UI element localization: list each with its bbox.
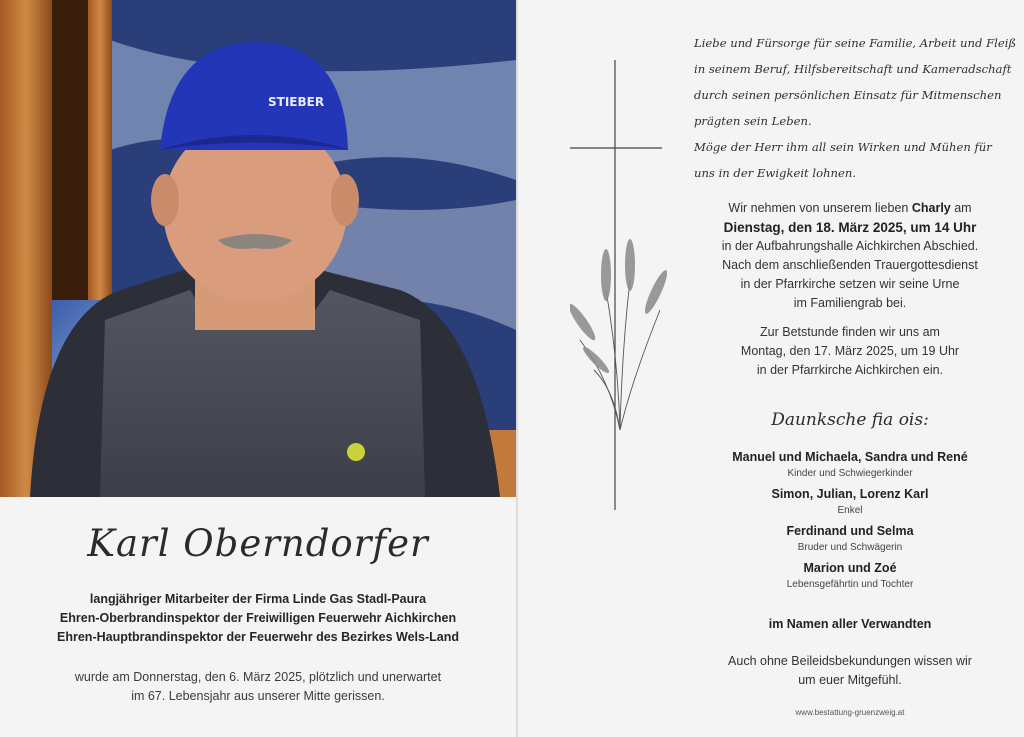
funeral-announcement [690, 199, 1010, 313]
family-relation: Bruder und Schwägerin [797, 542, 903, 553]
portrait-photo [0, 0, 516, 497]
family-entry [690, 523, 1010, 555]
family-entry [690, 449, 1010, 481]
family-relation: Kinder und Schwiegerkinder [787, 468, 913, 479]
poem-line: Möge der Herr ihm all sein Wirken und Mühen für [694, 140, 992, 154]
family-list [690, 449, 1010, 597]
poem-line: prägten sein Leben. [694, 114, 812, 128]
announce-line: in der Pfarrkirche setzen wir seine Urne [740, 277, 960, 291]
role-line: langjähriger Mitarbeiter der Firma Linde Gas Stadl-Paura [89, 592, 427, 606]
family-entry [690, 486, 1010, 518]
poem-line: Liebe und Fürsorge für seine Familie, Arbeit und Fleiß [694, 36, 1017, 50]
poem-line: durch seinen persönlichen Einsatz für Mitmenschen [694, 88, 1002, 102]
role-line: Ehren-Hauptbrandinspektor der Feuerwehr des Bezirkes Wels-Land [57, 630, 459, 644]
roles-list [0, 590, 516, 647]
family-relation: Lebensgefährtin und Tochter [786, 579, 914, 590]
poem-line: in seinem Beruf, Hilfsbereitschaft und Kameradschaft [694, 62, 1012, 76]
announce-line: Nach dem anschließenden Trauergottesdienst [722, 258, 978, 272]
thanks-title: Daunksche fia ois: [771, 410, 929, 430]
death-line: im 67. Lebensjahr aus unserer Mitte gerissen. [131, 689, 385, 703]
cap-logo-text: STIEBER [268, 95, 325, 109]
closing-line: um euer Mitgefühl. [798, 673, 902, 687]
all-relatives: im Namen aller Verwandten [768, 617, 932, 631]
prayer-line: in der Pfarrkirche Aichkirchen ein. [756, 363, 944, 377]
announce-suffix: am [950, 201, 972, 215]
poem-line: uns in der Ewigkeit lohnen. [694, 166, 857, 180]
family-names: Ferdinand und Selma [786, 524, 914, 538]
cross-wheat-icon [570, 60, 680, 514]
role-line: Ehren-Oberbrandinspektor der Freiwilligen Feuerwehr Aichkirchen [59, 611, 457, 625]
page-fold [516, 0, 518, 737]
deceased-name: Karl Oberndorfer [87, 522, 429, 565]
family-entry [690, 560, 1010, 592]
family-names: Manuel und Michaela, Sandra und René [732, 450, 968, 464]
family-names: Simon, Julian, Lorenz Karl [771, 487, 929, 501]
footer-url: www.bestattung-gruenzweig.at [795, 708, 905, 717]
announce-line: in der Aufbahrungshalle Aichkirchen Abschied. [721, 239, 979, 253]
death-notice [0, 668, 516, 706]
family-names: Marion und Zoé [803, 561, 897, 575]
death-line: wurde am Donnerstag, den 6. März 2025, plötzlich und unerwartet [74, 670, 442, 684]
prayer-notice [690, 323, 1010, 380]
announce-line: im Familiengrab bei. [793, 296, 907, 310]
prayer-line: Zur Betstunde finden wir uns am [760, 325, 940, 339]
memorial-poem [694, 30, 1017, 186]
closing-line: Auch ohne Beileidsbekundungen wissen wir [728, 654, 972, 668]
prayer-line: Montag, den 17. März 2025, um 19 Uhr [740, 344, 960, 358]
family-relation: Enkel [837, 505, 863, 516]
closing-note [690, 652, 1010, 690]
nickname: Charly [911, 201, 951, 215]
announce-line [690, 199, 1010, 218]
announce-prefix: Wir nehmen von unserem lieben [728, 201, 912, 215]
funeral-date: Dienstag, den 18. März 2025, um 14 Uhr [723, 220, 977, 235]
